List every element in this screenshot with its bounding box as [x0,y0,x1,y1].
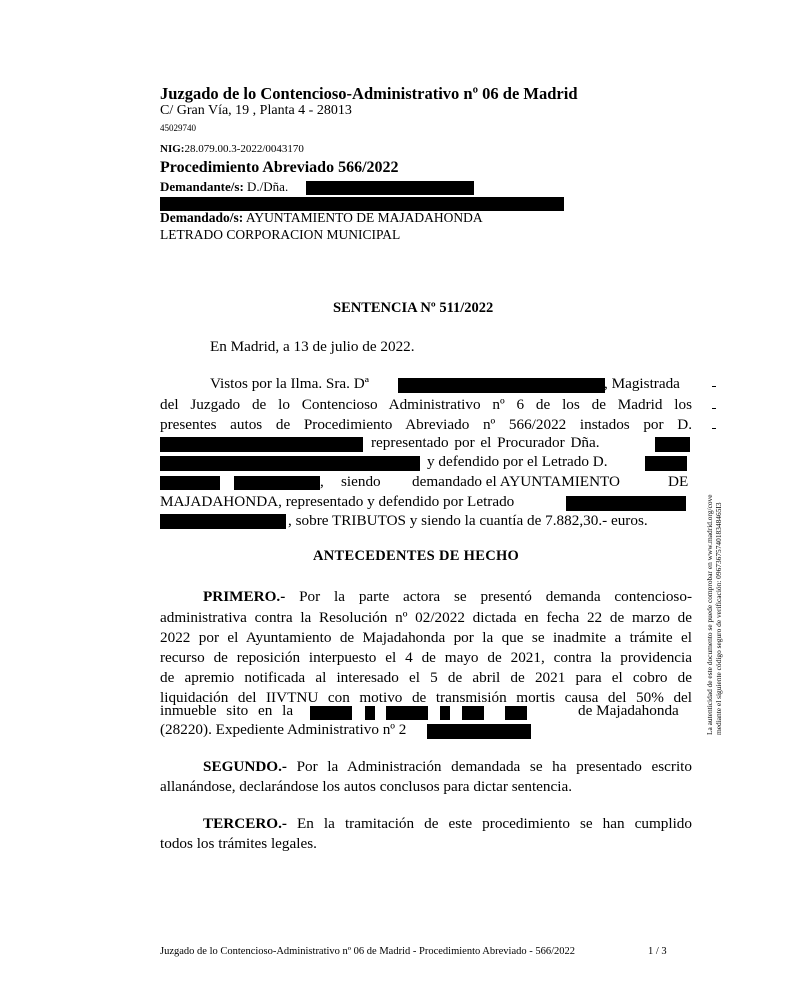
section-title: ANTECEDENTES DE HECHO [313,548,520,564]
redaction [365,706,375,720]
margin-mark [712,428,716,429]
tercero-line-1: TERCERO.- En la tramitación de este procedimiento se han cumplido [203,815,692,832]
primero-line-3: 2022 por el Ayuntamiento de Majadahonda por la que se inadmite a trámite el [160,629,692,646]
segundo-label: SEGUNDO.- [203,758,287,775]
court-name: Juzgado de lo Contencioso-Administrativo nº 06 de Madrid [160,84,578,103]
primero-line-1: PRIMERO.- Por la parte actora se presentó demanda contencioso- [203,588,692,605]
redaction [427,724,531,739]
court-address: C/ Gran Vía, 19 , Planta 4 - 28013 [160,103,352,118]
defendant-value: AYUNTAMIENTO DE MAJADAHONDA [245,210,483,225]
nig-label: NIG: [160,143,185,155]
vistos-line-3: presentes autos de Procedimiento Abreviado nº 566/2022 instados por D. [160,416,692,433]
redaction [234,476,320,490]
vistos-line-6a: , [320,473,324,490]
nig-value: 28.079.00.3-2022/0043170 [184,143,304,155]
tercero-label: TERCERO.- [203,815,287,832]
redaction [310,706,352,720]
vistos-line-6c: demandado el AYUNTAMIENTO [412,473,621,490]
verification-line-1: La autenticidad de este documento se puede comprobar en www.madrid.org/cove [705,494,714,735]
verification-note [705,465,737,735]
primero-line-6: liquidación del IIVTNU con motivo de transmisión mortis causa del 50% del [160,689,692,706]
plaintiff-line [160,179,288,195]
nig-line [160,143,304,155]
vistos-line-1b: , Magistrada [604,375,680,392]
segundo-line-1: SEGUNDO.- Por la Administración demandada se ha presentado escrito [203,758,692,775]
plaintiff-value: D./Dña. [247,179,289,194]
defendant-counsel: LETRADO CORPORACION MUNICIPAL [160,227,401,242]
primero-line-8: (28220). Expediente Administrativo nº 2 [160,721,407,738]
redaction [645,456,687,471]
date-line: En Madrid, a 13 de julio de 2022. [210,338,415,355]
defendant-line [160,210,483,226]
redaction [160,514,286,529]
page-number: 1 / 3 [648,946,667,957]
redaction [160,437,363,452]
redaction [462,706,484,720]
court-code: 45029740 [160,123,196,133]
redaction [505,706,527,720]
vistos-line-8: , sobre TRIBUTOS y siendo la cuantía de 7.882,30.- euros. [288,512,648,529]
redaction [306,181,474,195]
primero-line-7a: inmueble sito en la [160,702,294,719]
primero-line-5: de apremio notificada al interesado el 5 de abril de 2021 para el cobro de [160,669,692,686]
vistos-line-1: Vistos por la Ilma. Sra. Dª [210,375,369,392]
vistos-line-6d: DE [668,473,689,490]
defendant-label: Demandado/s: [160,210,244,225]
redaction [386,706,428,720]
plaintiff-label: Demandante/s: [160,179,244,194]
footer-text: Juzgado de lo Contencioso-Administrativo nº 06 de Madrid - Procedimiento Abreviado - 566/2022 [160,946,576,957]
tercero-line-2: todos los trámites legales. [160,835,317,852]
redaction [160,197,564,211]
primero-line-4: recurso de reposición interpuesto el 4 de mayo de 2021, contra la providencia [160,649,692,666]
vistos-line-5: y defendido por el Letrado D. [427,453,608,470]
primero-line-2: administrativa contra la Resolución nº 02/2022 dictada en fecha 22 de marzo de [160,609,692,626]
redaction [160,476,220,490]
sentence-title: SENTENCIA Nº 511/2022 [333,300,494,316]
vistos-line-7: MAJADAHONDA, representado y defendido por Letrado [160,493,515,510]
segundo-line-2: allanándose, declarándose los autos conclusos para dictar sentencia. [160,778,573,795]
redaction [655,437,690,452]
primero-line-7b: de Majadahonda [578,702,679,719]
procedure-title: Procedimiento Abreviado 566/2022 [160,159,399,176]
redaction [440,706,450,720]
margin-mark [712,408,716,409]
redaction [398,378,605,393]
verification-line-2: mediante el siguiente código seguro de verificación: 0967367574018348465I3 [714,502,723,735]
redaction [566,496,686,511]
vistos-line-2: del Juzgado de lo Contencioso Administrativo nº 6 de los de Madrid los [160,396,692,413]
vistos-line-4: representado por el Procurador Dña. [371,434,600,451]
margin-mark [712,386,716,387]
vistos-line-6b: siendo [341,473,381,490]
redaction [160,456,420,471]
primero-label: PRIMERO.- [203,588,286,605]
